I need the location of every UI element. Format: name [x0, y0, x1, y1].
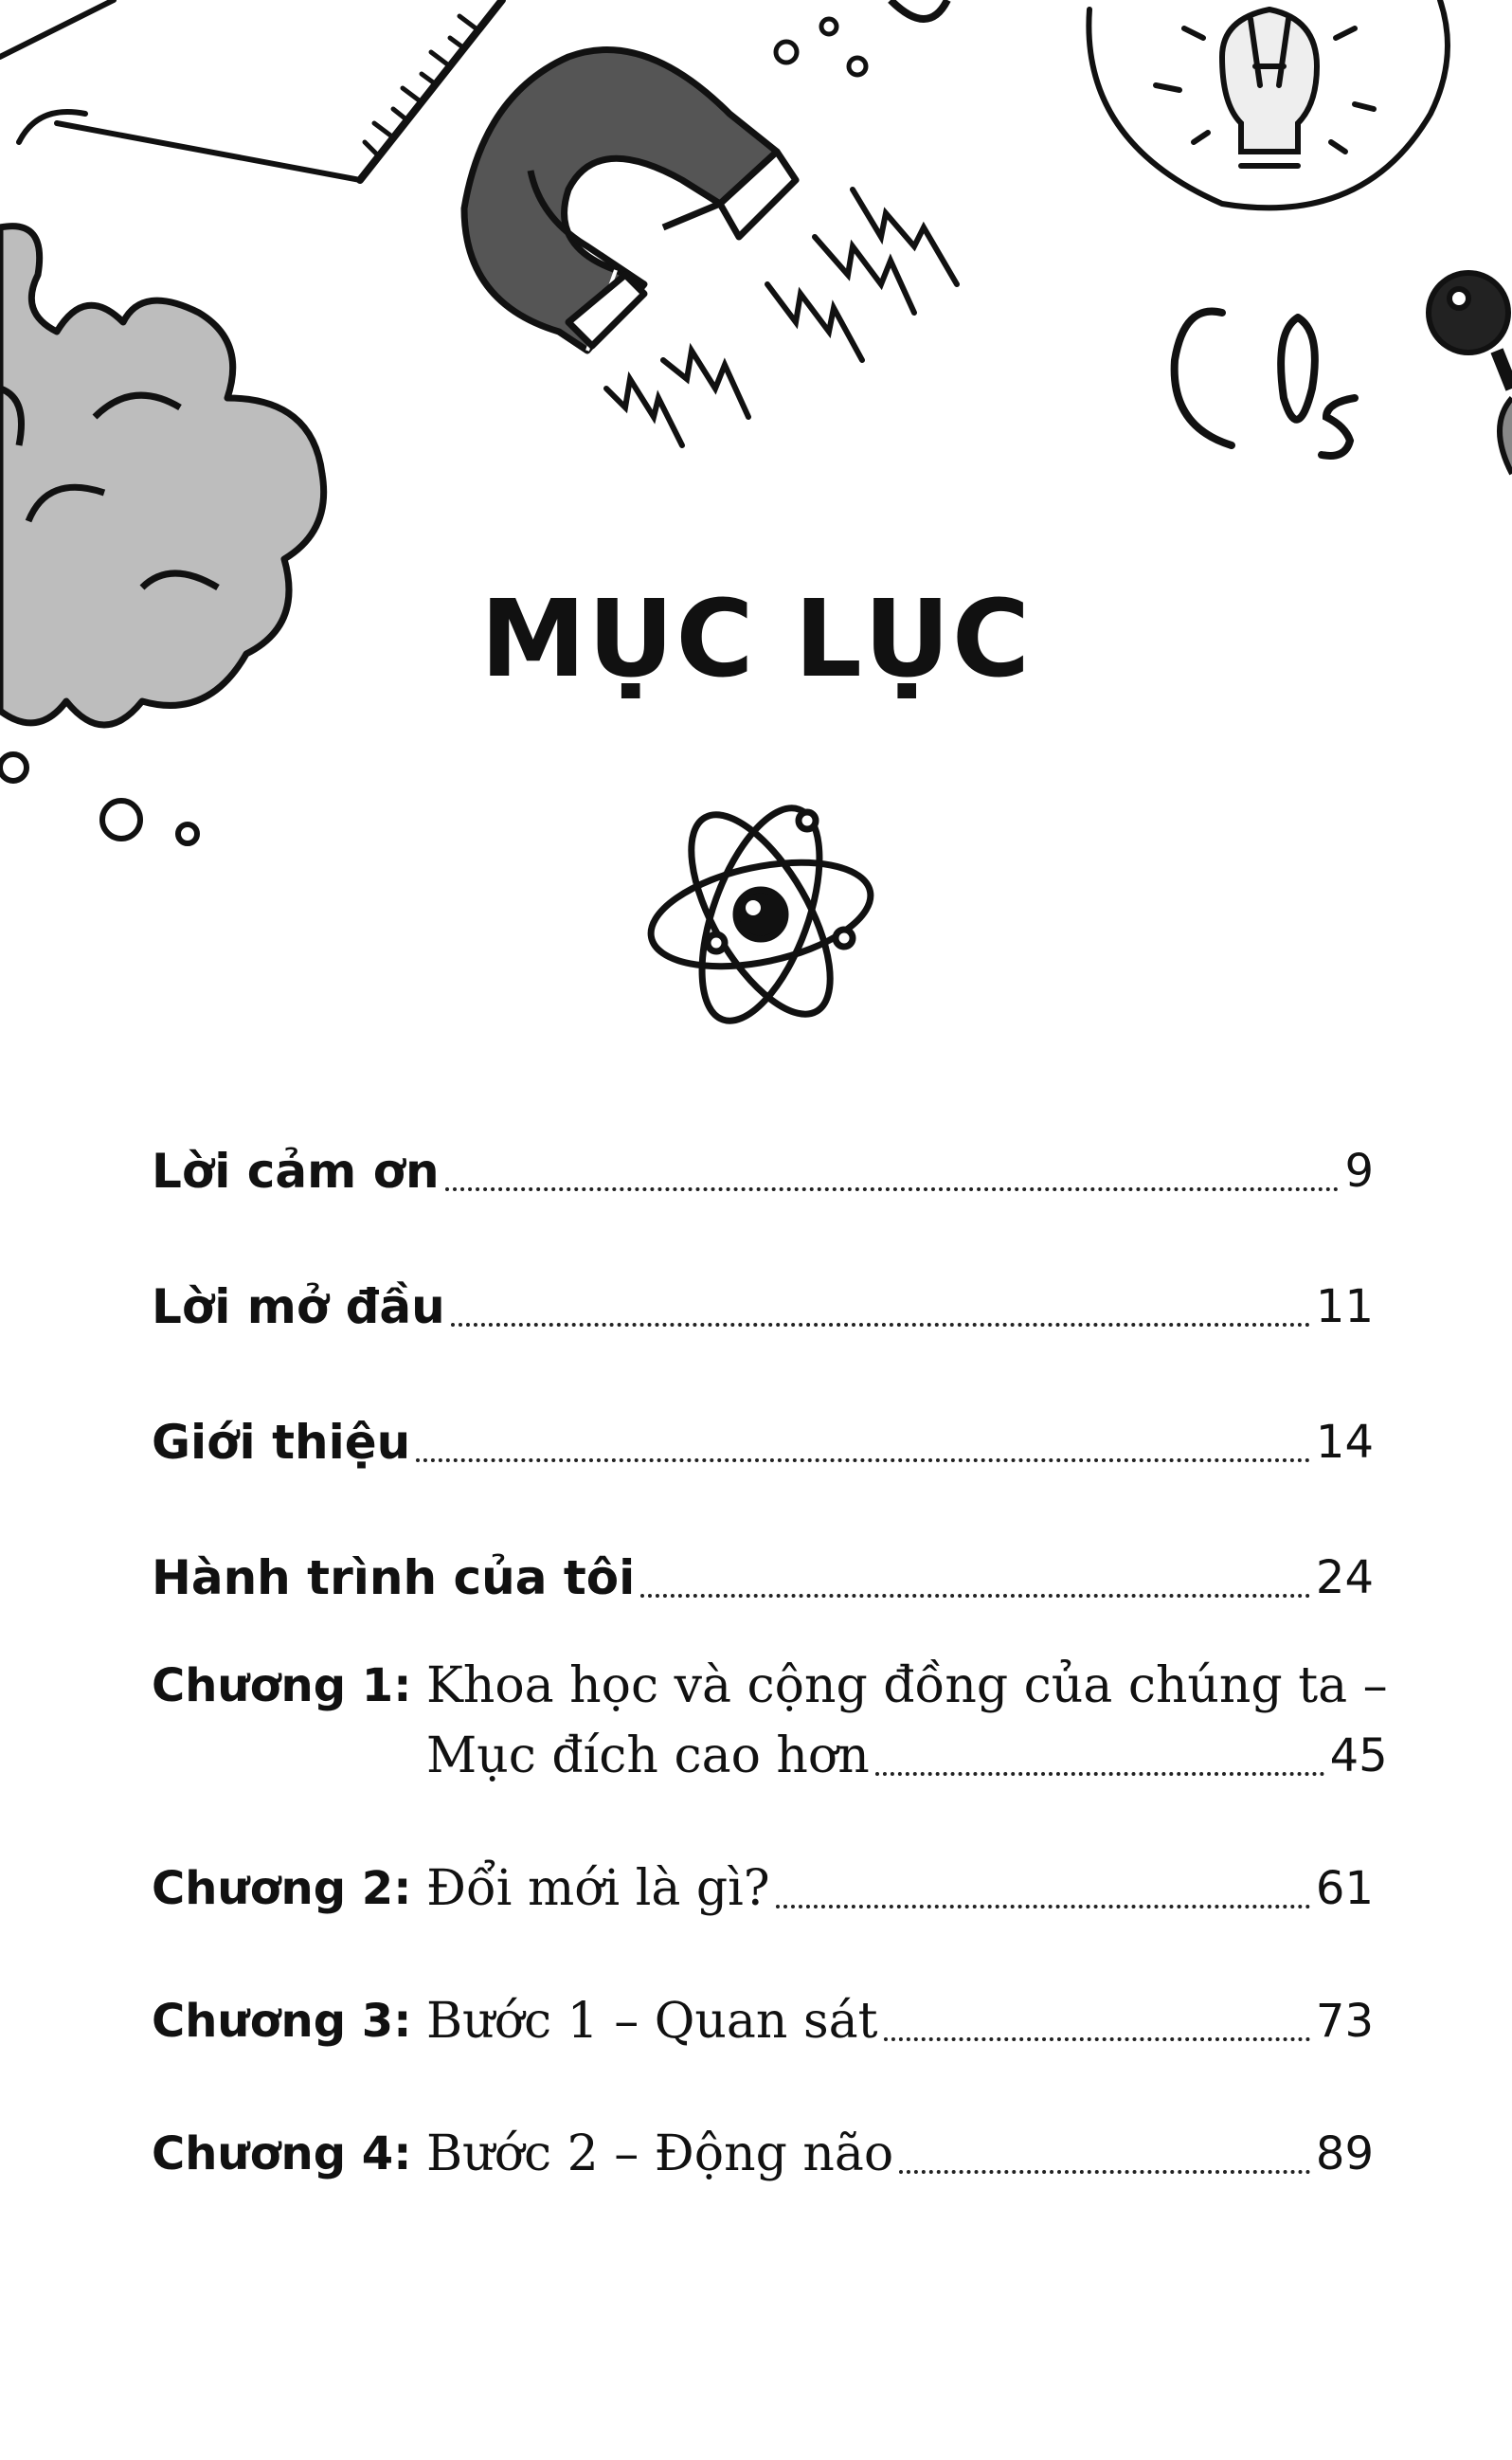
- chapter-page: 61: [1315, 1862, 1374, 1915]
- leader-dots: [445, 1187, 1340, 1191]
- light-bulb-icon: [1089, 0, 1448, 208]
- chapter-page: 45: [1329, 1729, 1388, 1782]
- table-of-contents: [152, 1071, 1388, 2252]
- toc-entry-page: 14: [1315, 1416, 1374, 1469]
- toc-entry-page: 11: [1315, 1280, 1374, 1333]
- toc-chapter[interactable]: [152, 1651, 1388, 1791]
- chapter-label: Chương 1:: [152, 1659, 412, 1712]
- chapter-title: Đổi mới là gì?: [426, 1860, 770, 1917]
- page-title: MỤC LỤC: [479, 578, 1033, 701]
- chapter-title: Bước 1 – Quan sát: [426, 1993, 878, 2050]
- toc-chapter[interactable]: [152, 1986, 1374, 2056]
- magnet-icon: [464, 50, 796, 352]
- toc-entry[interactable]: [152, 1206, 1374, 1342]
- co2-formula-icon: [1175, 312, 1355, 456]
- ruler-icon: [0, 0, 502, 180]
- leader-dots: [451, 1323, 1310, 1327]
- leader-dots: [884, 2037, 1310, 2041]
- molecule-icon: [1429, 273, 1512, 474]
- chapter-title: Bước 2 – Động não: [426, 2125, 894, 2182]
- toc-chapter[interactable]: [152, 1854, 1374, 1924]
- toc-entry-label: Giới thiệu: [152, 1415, 411, 1470]
- leader-dots: [899, 2170, 1310, 2174]
- leader-dots: [776, 1905, 1310, 1908]
- spark-lines-icon: [606, 190, 957, 445]
- atom-icon: [641, 793, 880, 1036]
- chapter-label: Chương 3:: [152, 1995, 412, 2048]
- doodle-illustrations: [0, 0, 1512, 1061]
- chapter-label: Chương 2:: [152, 1862, 412, 1915]
- bubble-dots-icon: [776, 0, 947, 75]
- toc-entry-page: 9: [1344, 1145, 1374, 1198]
- leader-dots: [640, 1594, 1310, 1598]
- toc-entry[interactable]: [152, 1342, 1374, 1477]
- chapter-page: 73: [1315, 1995, 1374, 2048]
- toc-entry[interactable]: [152, 1477, 1374, 1613]
- chapter-label: Chương 4:: [152, 2127, 412, 2180]
- chapter-title-line1: Khoa học và cộng đồng của chúng ta –: [426, 1657, 1388, 1714]
- toc-entry-label: Lời mở đầu: [152, 1279, 445, 1334]
- toc-entry-label: Lời cảm ơn: [152, 1144, 440, 1199]
- leader-dots: [875, 1772, 1324, 1776]
- chapter-page: 89: [1315, 2127, 1374, 2180]
- toc-entry-label: Hành trình của tôi: [152, 1550, 636, 1605]
- toc-entry-page: 24: [1315, 1551, 1374, 1604]
- toc-chapter[interactable]: [152, 2119, 1374, 2189]
- toc-entry[interactable]: [152, 1071, 1374, 1206]
- thought-bubble-dots-icon: [0, 754, 197, 843]
- chapter-title-line2: Mục đích cao hơn: [426, 1727, 870, 1784]
- leader-dots: [416, 1458, 1310, 1462]
